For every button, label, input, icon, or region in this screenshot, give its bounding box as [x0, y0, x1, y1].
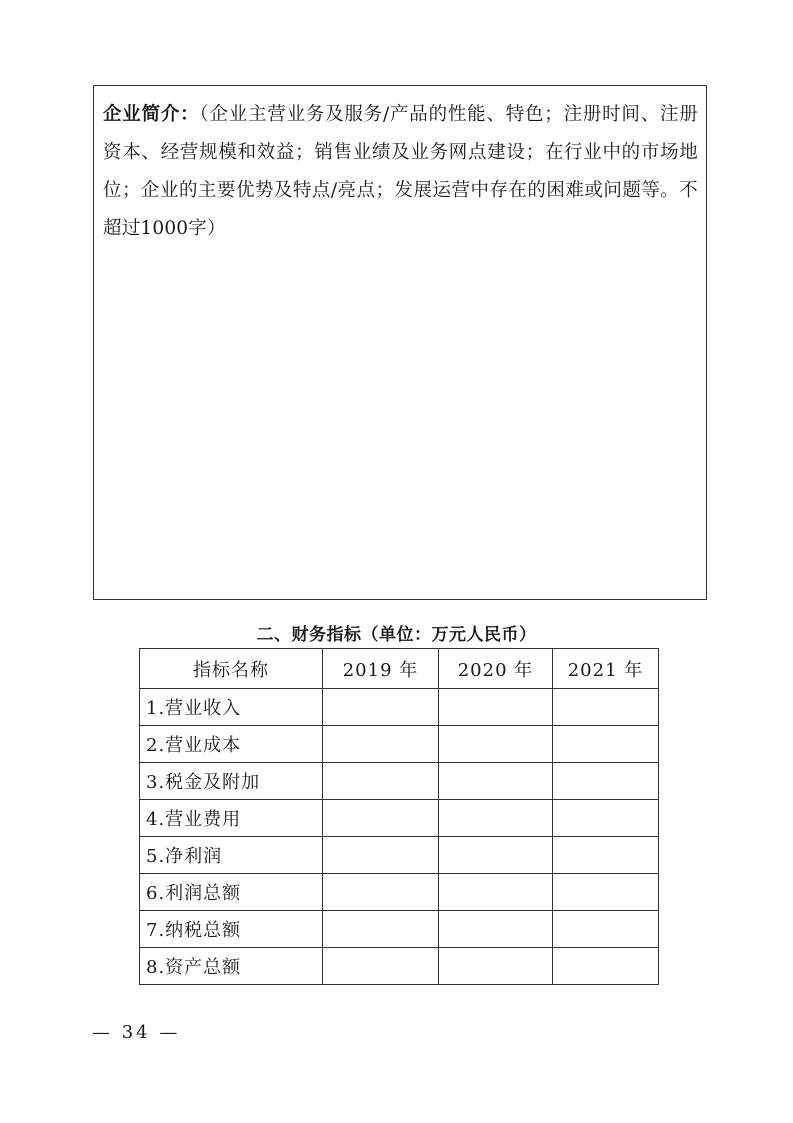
- value-cell-2019[interactable]: [323, 948, 439, 985]
- table-row: [140, 800, 659, 837]
- header-year-2021: 2021 年: [553, 649, 659, 689]
- header-indicator-name: 指标名称: [140, 649, 323, 689]
- value-cell-2020[interactable]: [439, 689, 553, 726]
- value-cell-2019[interactable]: [323, 837, 439, 874]
- row-label: 3.税金及附加: [140, 763, 323, 800]
- value-cell-2020[interactable]: [439, 948, 553, 985]
- row-label: 4.营业费用: [140, 800, 323, 837]
- company-intro-text: [103, 96, 698, 248]
- row-label: 2.营业成本: [140, 726, 323, 763]
- company-intro-label: 企业简介：: [103, 104, 200, 125]
- table-row: [140, 911, 659, 948]
- value-cell-2021[interactable]: [553, 911, 659, 948]
- table-row: [140, 948, 659, 985]
- value-cell-2021[interactable]: [553, 837, 659, 874]
- table-row: [140, 689, 659, 726]
- value-cell-2021[interactable]: [553, 689, 659, 726]
- table-row: [140, 726, 659, 763]
- financial-indicators-table: [139, 648, 659, 985]
- row-label: 8.资产总额: [140, 948, 323, 985]
- company-intro-box[interactable]: [93, 85, 707, 600]
- row-label: 6.利润总额: [140, 874, 323, 911]
- company-intro-instructions: （企业主营业务及服务/产品的性能、特色；注册时间、注册资本、经营规模和效益；销售业绩及业务网点建设；在行业中的市场地位；企业的主要优势及特点/亮点；发展运营中存在的困难或问题等。不超过1000字）: [103, 104, 698, 239]
- financial-indicators-title: 二、财务指标（单位：万元人民币）: [256, 625, 537, 645]
- value-cell-2019[interactable]: [323, 800, 439, 837]
- value-cell-2019[interactable]: [323, 763, 439, 800]
- value-cell-2020[interactable]: [439, 837, 553, 874]
- page-number: — 34 —: [92, 1022, 181, 1043]
- header-year-2020: 2020 年: [439, 649, 553, 689]
- value-cell-2019[interactable]: [323, 689, 439, 726]
- header-year-2019: 2019 年: [323, 649, 439, 689]
- value-cell-2021[interactable]: [553, 726, 659, 763]
- value-cell-2021[interactable]: [553, 800, 659, 837]
- table-row: [140, 874, 659, 911]
- table-row: [140, 763, 659, 800]
- value-cell-2021[interactable]: [553, 874, 659, 911]
- row-label: 1.营业收入: [140, 689, 323, 726]
- table-row: [140, 837, 659, 874]
- value-cell-2019[interactable]: [323, 726, 439, 763]
- value-cell-2021[interactable]: [553, 948, 659, 985]
- value-cell-2021[interactable]: [553, 763, 659, 800]
- value-cell-2019[interactable]: [323, 874, 439, 911]
- value-cell-2020[interactable]: [439, 874, 553, 911]
- value-cell-2020[interactable]: [439, 763, 553, 800]
- value-cell-2020[interactable]: [439, 800, 553, 837]
- row-label: 5.净利润: [140, 837, 323, 874]
- row-label: 7.纳税总额: [140, 911, 323, 948]
- table-header-row: [140, 649, 659, 689]
- value-cell-2020[interactable]: [439, 726, 553, 763]
- value-cell-2019[interactable]: [323, 911, 439, 948]
- value-cell-2020[interactable]: [439, 911, 553, 948]
